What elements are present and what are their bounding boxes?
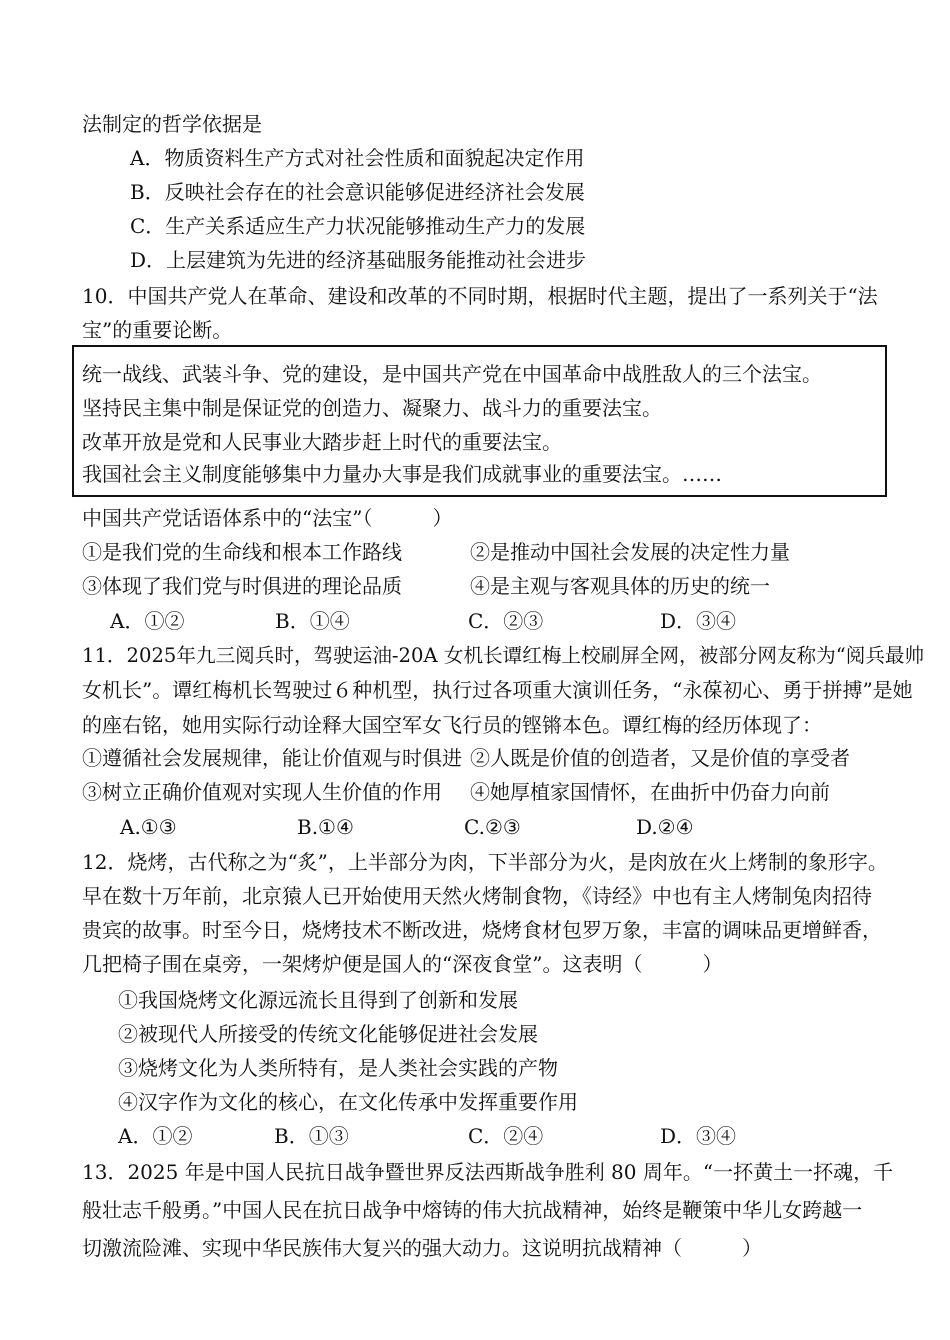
q10-option-b: B．①④	[275, 609, 350, 633]
q13-stem-line-3: 切激流险滩、实现中华民族伟大复兴的强大动力。这说明抗战精神（ ）	[82, 1236, 762, 1260]
q10-question: 中国共产党话语体系中的“法宝”（ ）	[82, 506, 453, 530]
q12-stem-line-4: 几把椅子围在桌旁，一架烤炉便是国人的“深夜食堂”。这表明（ ）	[82, 952, 723, 976]
q9-option-c: C．生产关系适应生产力状况能够推动生产力的发展	[130, 214, 586, 238]
q10-options	[0, 609, 950, 635]
q12-statement-3: ③烧烤文化为人类所特有，是人类社会实践的产物	[118, 1056, 558, 1080]
q10-statement-1: ①是我们党的生命线和根本工作路线	[82, 540, 402, 564]
q10-stem-line-1: 10．中国共产党人在革命、建设和改革的不同时期，根据时代主题，提出了一系列关于“法	[82, 284, 878, 308]
q10-box-line-2: 坚持民主集中制是保证党的创造力、凝聚力、战斗力的重要法宝。	[82, 396, 662, 420]
q12-option-b: B．①③	[274, 1124, 349, 1148]
q12-stem-line-2: 早在数十万年前，北京猿人已开始使用天然火烤制食物，《诗经》中也有主人烤制兔肉招待	[82, 884, 872, 908]
q10-option-d: D．③④	[660, 609, 737, 633]
q12-statement-2: ②被现代人所接受的传统文化能够促进社会发展	[118, 1022, 538, 1046]
q12-option-c: C．②④	[468, 1124, 544, 1148]
q11-stem-line-3: 的座右铭，她用实际行动诠释大国空军女飞行员的铿锵本色。谭红梅的经历体现了：	[82, 713, 822, 737]
q13-stem-line-2: 般壮志千般勇。”中国人民在抗日战争中熔铸的伟大抗战精神，始终是鞭策中华儿女跨越一	[82, 1198, 863, 1222]
q11-statement-1: ①遵循社会发展规律，能让价值观与时俱进	[82, 746, 462, 770]
q9-option-a: A．物质资料生产方式对社会性质和面貌起决定作用	[130, 146, 585, 170]
q11-option-b: B.①④	[297, 815, 354, 839]
q11-option-a: A.①③	[120, 815, 177, 839]
q10-box-line-1: 统一战线、武装斗争、党的建设，是中国共产党在中国革命中战胜敌人的三个法宝。	[82, 362, 822, 386]
q9-option-b: B．反映社会存在的社会意识能够促进经济社会发展	[130, 180, 585, 204]
q10-box-line-3: 改革开放是党和人民事业大踏步赶上时代的重要法宝。	[82, 430, 562, 454]
q12-stem-line-3: 贵宾的故事。时至今日，烧烤技术不断改进，烧烤食材包罗万象，丰富的调味品更增鲜香，	[82, 918, 882, 942]
q9-option-d: D．上层建筑为先进的经济基础服务能推动社会进步	[130, 248, 587, 272]
q10-stem-line-2: 宝”的重要论断。	[82, 318, 233, 342]
q11-option-c: C.②③	[464, 815, 521, 839]
q13-stem-line-1: 13．2025 年是中国人民抗日战争暨世界反法西斯战争胜利 80 周年。“一抔黄土一抔魂，千	[82, 1160, 894, 1184]
q10-statement-2: ②是推动中国社会发展的决定性力量	[470, 540, 790, 564]
q11-option-d: D.②④	[636, 815, 694, 839]
q11-statement-3: ③树立正确价值观对实现人生价值的作用	[82, 780, 442, 804]
q10-box-line-4: 我国社会主义制度能够集中力量办大事是我们成就事业的重要法宝。……	[82, 462, 722, 486]
q10-statement-4: ④是主观与客观具体的历史的统一	[470, 574, 770, 598]
q12-statement-4: ④汉字作为文化的核心，在文化传承中发挥重要作用	[118, 1090, 578, 1114]
q11-stem-line-2: 女机长”。谭红梅机长驾驶过６种机型，执行过各项重大演训任务，“永葆初心、勇于拼搏”是她	[82, 678, 913, 702]
q11-options	[0, 815, 950, 841]
q12-statement-1: ①我国烧烤文化源远流长且得到了创新和发展	[118, 988, 518, 1012]
q9-stem-end: 法制定的哲学依据是	[82, 112, 262, 136]
q12-option-a: A．①②	[118, 1124, 193, 1148]
q12-stem-line-1: 12．烧烤，古代称之为“炙”，上半部分为肉，下半部分为火，是肉放在火上烤制的象形字。	[82, 850, 888, 874]
q11-stem-line-1: 11．2025年九三阅兵时，驾驶运油-20A 女机长谭红梅上校刷屏全网，被部分网友称为“阅兵最帅	[82, 644, 925, 667]
q10-option-a: A．①②	[110, 609, 185, 633]
q11-statement-2: ②人既是价值的创造者，又是价值的享受者	[470, 746, 850, 770]
q11-statement-4: ④她厚植家国情怀，在曲折中仍奋力向前	[470, 780, 830, 804]
q12-options	[0, 1124, 950, 1150]
q12-option-d: D．③④	[660, 1124, 737, 1148]
q10-option-c: C．②③	[468, 609, 544, 633]
q10-statement-3: ③体现了我们党与时俱进的理论品质	[82, 574, 402, 598]
